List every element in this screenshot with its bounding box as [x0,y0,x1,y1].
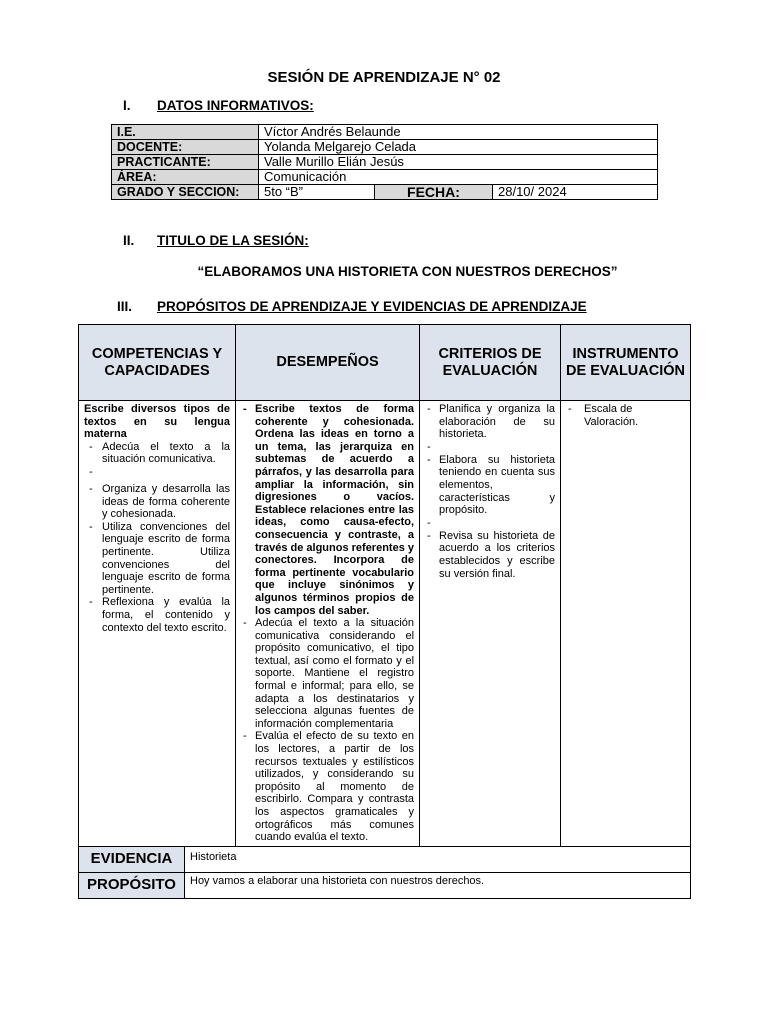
info-key: I.E. [112,125,259,140]
header-criterios: CRITERIOS DE EVALUACIÓN [420,325,561,401]
info-row-grado [112,185,658,200]
header-instrumento: INSTRUMENTO DE EVALUACIÓN [561,325,691,401]
content-row [79,401,691,847]
desempeno-item: - Evalúa el efecto de su texto en los lectores, a partir de los recursos textuales y estilísticos utilizados, y considerando su propósito al momento de escribirlo. Compara y contrasta los aspectos gramaticales y ortográficos más comunes cuando evalúa el texto. [241,730,414,843]
instrumento-cell [561,401,691,847]
info-row-practicante [112,155,658,170]
criterio-item: - Elabora su historieta teniendo en cuenta sus elementos, características y propósito. [425,454,555,517]
spacer [425,517,555,530]
info-key: PRACTICANTE: [112,155,259,170]
desempenos-list [241,403,414,844]
competencias-cell [79,401,236,847]
header-row [79,325,691,401]
learning-table [78,324,691,899]
info-value: Yolanda Melgarejo Celada [259,140,658,155]
instrumento-list [566,403,685,428]
capacidad-item: - Organiza y desarrolla las ideas de forma coherente y cohesionada. [84,483,230,521]
info-key: ÁREA: [112,170,259,185]
desempeno-item: - Adecúa el texto a la situación comunicativa considerando el propósito comunicativo, el tipo textual, así como el formato y el soporte. Mantiene el registro formal e informal; para ello, se adapta a los destinatarios y selecciona algunas fuentes de información complementaria [241,617,414,730]
document-title: SESIÓN DE APRENDIZAJE N° 02 [267,69,501,86]
info-value: Víctor Andrés Belaunde [259,125,658,140]
header-competencias: COMPETENCIAS Y CAPACIDADES [79,325,236,401]
proposito-value: Hoy vamos a elaborar una historieta con nuestros derechos. [185,872,691,898]
desempeno-item: - Escribe textos de forma coherente y cohesionada. Ordena las ideas en torno a un tema, las jerarquiza en subtemas de acuerdo a párrafos, y las desarrolla para ampliar la información, sin digresiones o vacíos. Establece relaciones entre las ideas, como causa-efecto, consecuencia y contraste, a través de algunos referentes y conectores. Incorpora de forma pertinente vocabulario que incluye sinónimos y algunos términos propios de los campos del saber. [241,403,414,617]
evidencia-label: EVIDENCIA [79,846,185,872]
desempenos-cell [236,401,420,847]
proposito-label: PROPÓSITO [79,872,185,898]
header-desempenos: DESEMPEÑOS [236,325,420,401]
info-row-docente [112,140,658,155]
section-number: III. [117,299,133,314]
criterios-cell [420,401,561,847]
criterio-item: - Revisa su historieta de acuerdo a los criterios establecidos y escribe su versión final. [425,530,555,580]
session-title: “ELABORAMOS UNA HISTORIETA CON NUESTROS DERECHOS” [197,264,618,279]
info-value: 5to “B” [259,185,375,200]
info-row-ie [112,125,658,140]
info-value: Valle Murillo Elián Jesús [259,155,658,170]
capacidad-item: - Adecúa el texto a la situación comunicativa. [84,441,230,466]
info-table [111,124,658,200]
criterio-item: - Planifica y organiza la elaboración de su historieta. [425,403,555,441]
info-key: GRADO Y SECCION: [112,185,259,200]
info-value: Comunicación [259,170,658,185]
section-label: TITULO DE LA SESIÓN: [157,233,309,248]
spacer [84,466,230,483]
info-key-fecha: FECHA: [375,185,493,200]
info-value-fecha: 28/10/ 2024 [493,185,658,200]
instrumento-item: - Escala de Valoración. [566,403,685,428]
section-label: DATOS INFORMATIVOS: [157,98,314,113]
evidencia-row [79,846,691,872]
proposito-row [79,872,691,898]
info-row-area [112,170,658,185]
criterios-list [425,403,555,580]
spacer [425,441,555,454]
evidencia-value: Historieta [185,846,691,872]
capacidad-item: - Utiliza convenciones del lenguaje escrito de forma pertinente. Utiliza convenciones del lenguaje escrito de forma pertinente. [84,521,230,597]
section-titulo-heading [123,233,309,248]
capacidades-list [84,441,230,634]
section-number: I. [123,98,131,113]
section-datos-heading [123,98,314,113]
competencia-heading: Escribe diversos tipos de textos en su lengua materna [84,403,231,441]
section-label: PROPÓSITOS DE APRENDIZAJE Y EVIDENCIAS DE APRENDIZAJE [157,299,587,314]
info-key: DOCENTE: [112,140,259,155]
capacidad-item: - Reflexiona y evalúa la forma, el contenido y contexto del texto escrito. [84,596,230,634]
section-propositos-heading [117,299,587,314]
section-number: II. [123,233,135,248]
